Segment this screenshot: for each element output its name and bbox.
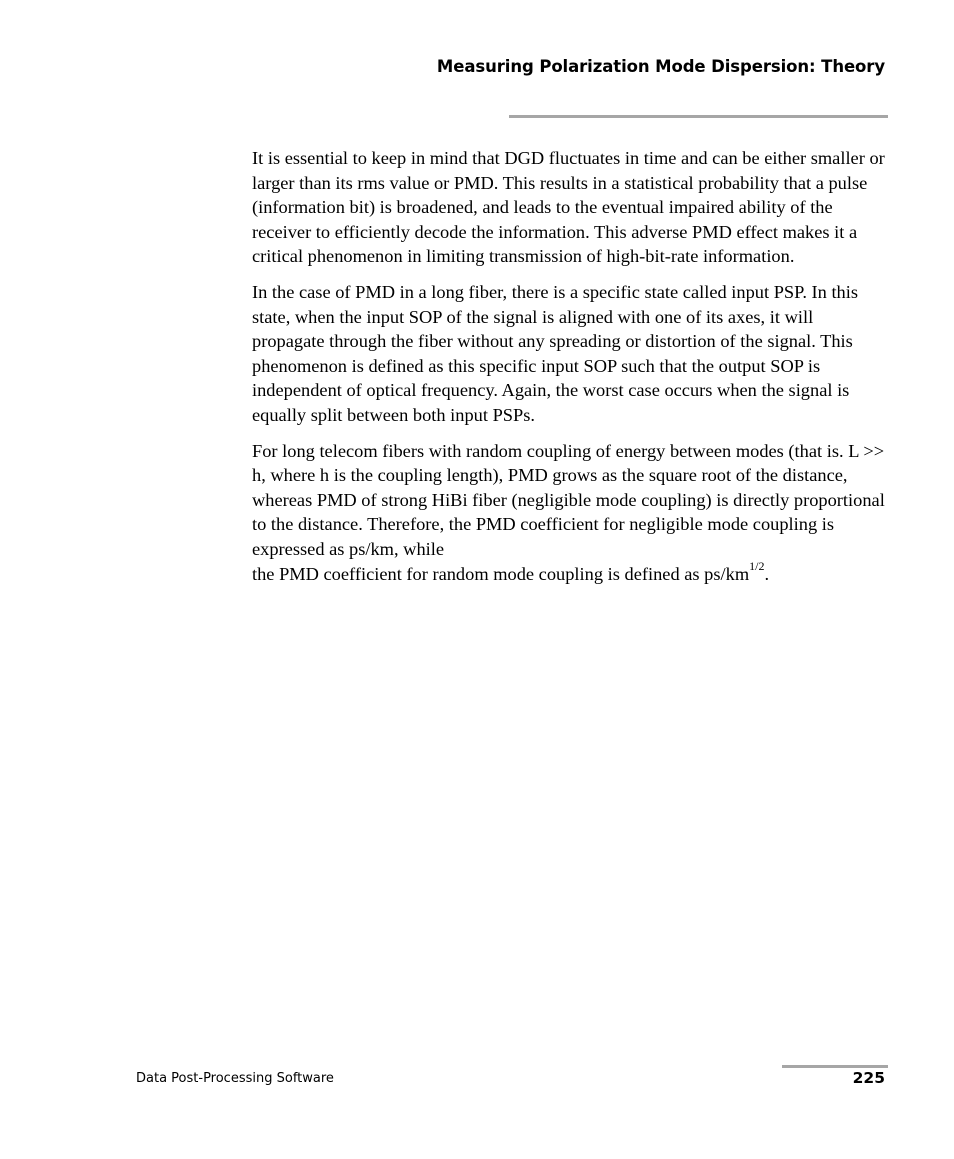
footer-title: Data Post-Processing Software (136, 1071, 334, 1086)
paragraph-3-text: For long telecom fibers with random coupling of energy between modes (that is. L >> h, where h is the coupling length), PMD grows as the square root of the distance, whereas PMD of strong HiBi fiber (negligible mode coupling) is directly proportional to the distance. Therefore, the PMD coefficient for negligible mode coupling is expressed as ps/km, while (252, 440, 885, 559)
header-rule (509, 115, 888, 118)
paragraph-3 (252, 439, 888, 587)
paragraph-3-end-punct: . (764, 563, 770, 584)
paragraph-3-line-end: the PMD coefficient for random mode coupling is defined as ps/km (252, 563, 750, 584)
superscript-exponent: 1/2 (749, 559, 765, 574)
paragraph-1: It is essential to keep in mind that DGD fluctuates in time and can be either smaller or larger than its rms value or PMD. This results in a statistical probability that a pulse (information bit) is broadened, and leads to the eventual impaired ability of the receiver to efficiently decode the information. This adverse PMD effect makes it a critical phenomenon in limiting transmission of high-bit-rate information. (252, 148, 885, 267)
page-number: 225 (852, 1069, 885, 1087)
footer-rule (782, 1065, 888, 1068)
paragraph-2: In the case of PMD in a long fiber, there is a specific state called input PSP. In this state, when the input SOP of the signal is aligned with one of its axes, it will propagate through the fiber without any spreading or distortion of the signal. This phenomenon is defined as this specific input SOP such that the output SOP is independent of optical frequency. Again, the worst case occurs when the signal is equally split between both input PSPs. (252, 281, 859, 425)
body-text (252, 146, 888, 597)
running-header-title: Measuring Polarization Mode Dispersion: Theory (436, 57, 885, 76)
